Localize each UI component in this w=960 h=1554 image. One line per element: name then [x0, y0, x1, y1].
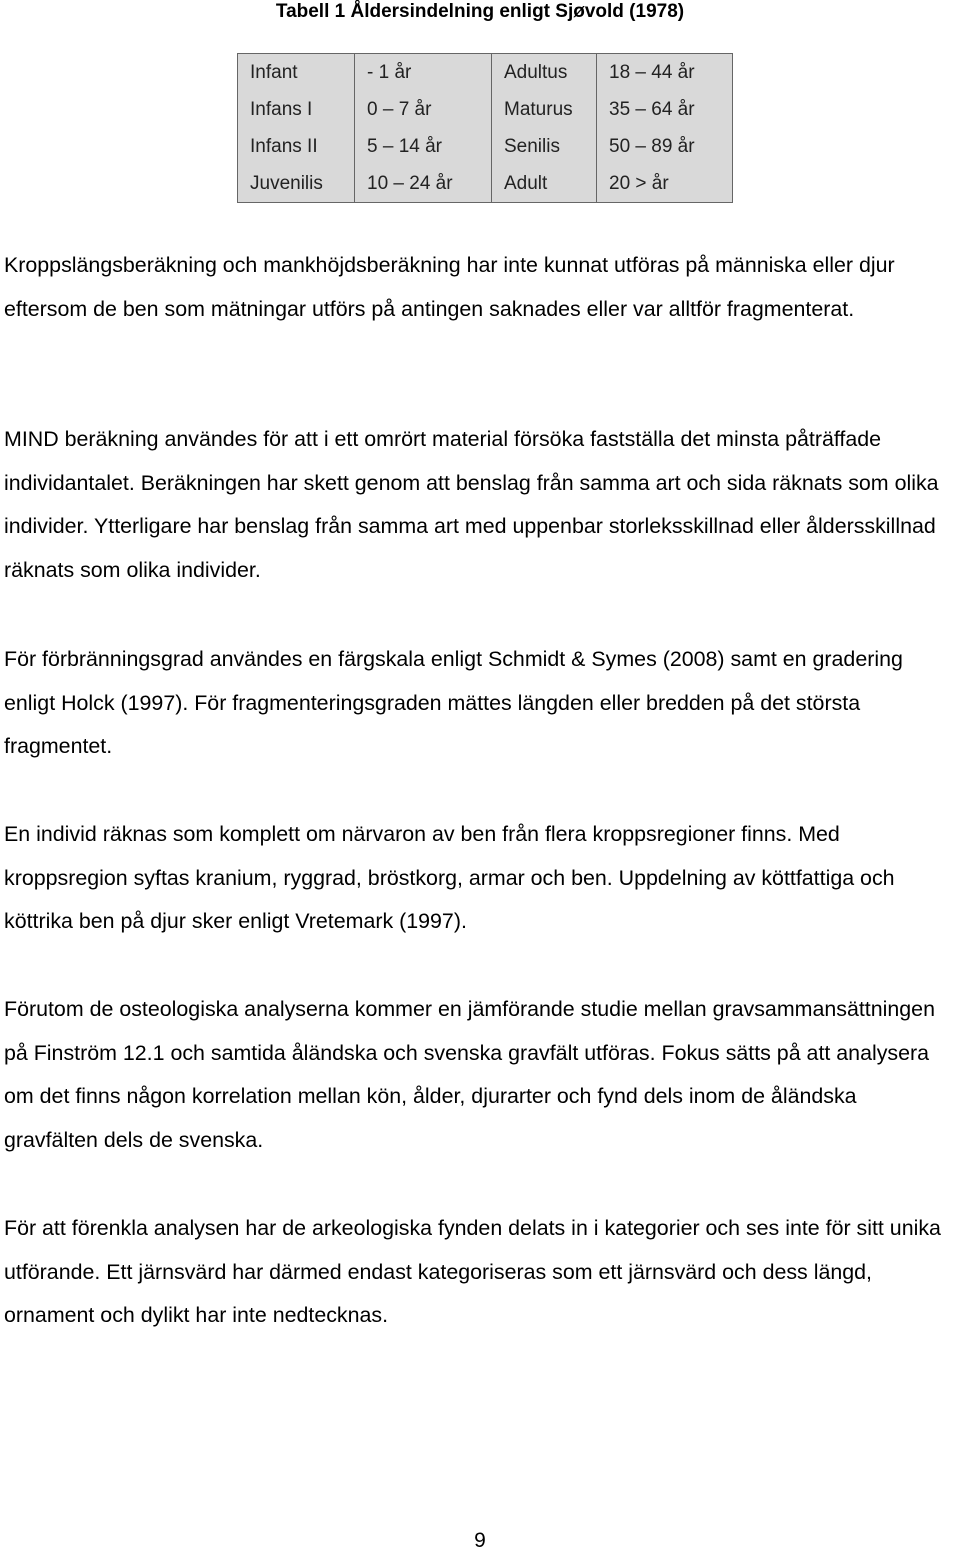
table-cell: 18 – 44 år [597, 54, 733, 92]
table-cell: 50 – 89 år [597, 128, 733, 165]
table-cell: Infant [238, 54, 355, 92]
table-row [238, 165, 733, 203]
table-cell: Juvenilis [238, 165, 355, 203]
table-cell: Senilis [492, 128, 597, 165]
table-caption: Tabell 1 Åldersindelning enligt Sjøvold (1978) [275, 1, 685, 22]
table-row [238, 54, 733, 92]
paragraph-mind-calculation: MIND beräkning användes för att i ett omrört material försöka fastställa det minsta påträffade individantalet. Beräkningen har skett genom att benslag från samma art och sida räknats som olika individer. Ytterligare har benslag från samma art med uppenbar storleksskillnad eller åldersskillnad räknats som olika individer. [4, 427, 939, 583]
table-cell: Adultus [492, 54, 597, 92]
paragraph-complete-individual: En individ räknas som komplett om närvaron av ben från flera kroppsregioner finns. Med kroppsregion syftas kranium, ryggrad, bröstkorg, armar och ben. Uppdelning av köttfattiga och köttrika ben på djur sker enligt Vretemark (1997). [4, 822, 895, 934]
table-cell: Adult [492, 165, 597, 203]
table-cell: Maturus [492, 91, 597, 128]
page-number: 9 [474, 1529, 486, 1552]
table-cell: 35 – 64 år [597, 91, 733, 128]
table-cell: 0 – 7 år [355, 91, 492, 128]
table-cell: 20 > år [597, 165, 733, 203]
paragraph-comparative-study: Förutom de osteologiska analyserna kommer en jämförande studie mellan gravsammansättningen på Finström 12.1 och samtida åländska och svenska gravfält utföras. Fokus sätts på att analysera om det finns någon korrelation mellan kön, ålder, djurarter och fynd dels inom de åländska gravfälten dels de svenska. [4, 997, 935, 1153]
paragraph-body-length: Kroppslängsberäkning och mankhöjdsberäkning har inte kunnat utföras på människa eller djur eftersom de ben som mätningar utförs på antingen saknades eller var alltför fragmenterat. [4, 253, 895, 321]
table-cell: 10 – 24 år [355, 165, 492, 203]
table-cell: - 1 år [355, 54, 492, 92]
table-cell: 5 – 14 år [355, 128, 492, 165]
table-row [238, 128, 733, 165]
paragraph-find-categories: För att förenkla analysen har de arkeologiska fynden delats in i kategorier och ses inte för sitt unika utförande. Ett järnsvärd har därmed endast kategoriseras som ett järnsvärd och dess längd, ornament och dylikt har inte nedtecknas. [4, 1216, 941, 1328]
table-cell: Infans II [238, 128, 355, 165]
paragraph-burn-grade: För förbränningsgrad användes en färgskala enligt Schmidt & Symes (2008) samt en gradering enligt Holck (1997). För fragmenteringsgraden mättes längden eller bredden på det största fragmentet. [4, 647, 903, 759]
table-cell: Infans I [238, 91, 355, 128]
table-row [238, 91, 733, 128]
age-division-table [237, 53, 733, 203]
